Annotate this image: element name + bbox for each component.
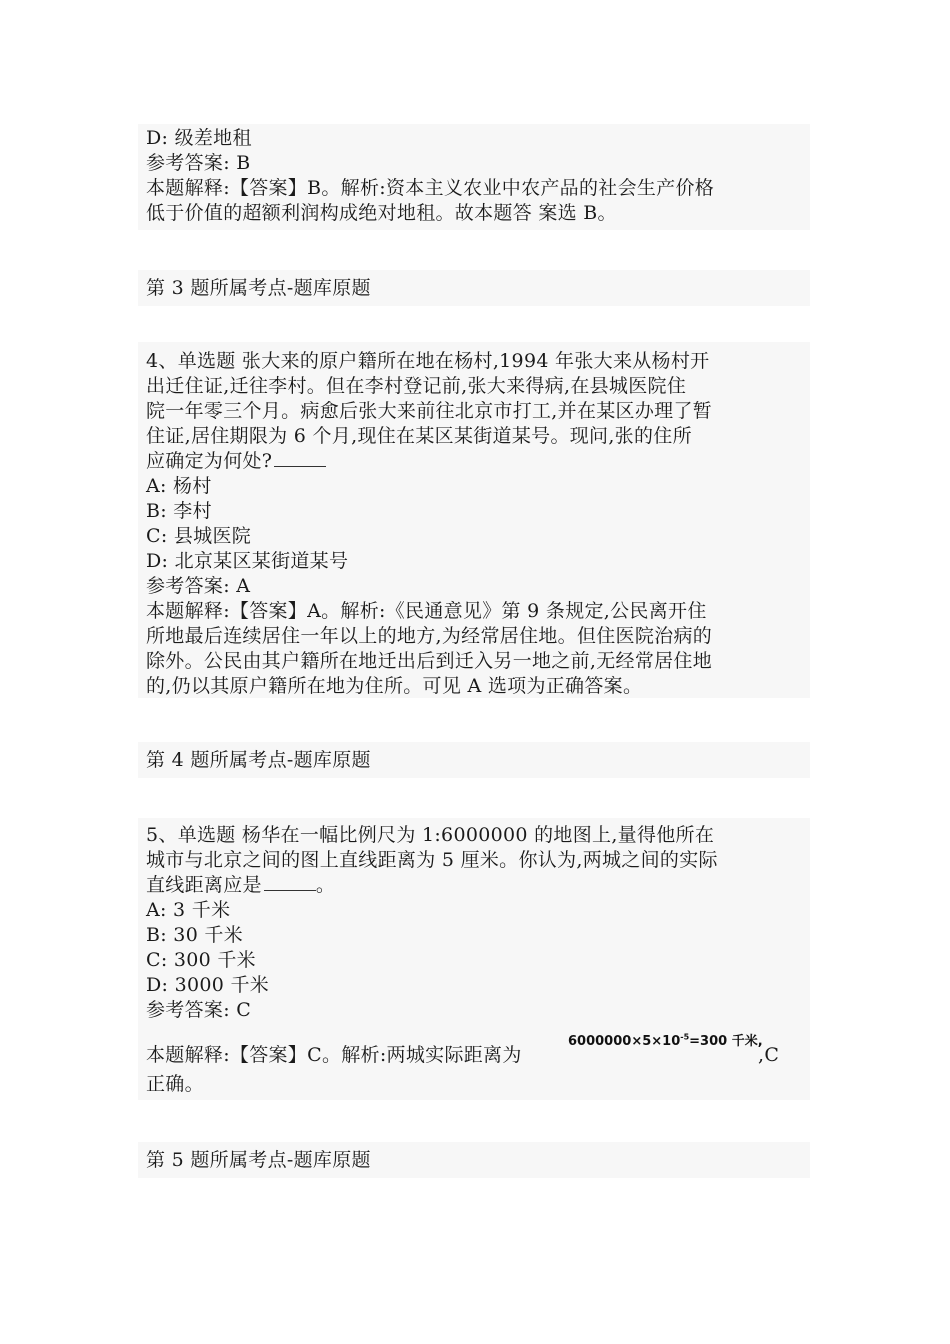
formula-base: 6000000×5×10 [568, 1034, 681, 1049]
formula-result: =300 千米, [689, 1034, 763, 1049]
q5-stem-line-3 [146, 873, 335, 898]
q5-stem-text: 直线距离应是 [146, 874, 262, 896]
q4-option-a: A: 杨村 [146, 475, 212, 497]
q5-footer: 第 5 题所属考点-题库原题 [146, 1149, 371, 1171]
formula-exponent: -5 [680, 1032, 690, 1042]
q5-stem-end: 。 [315, 874, 336, 896]
q5-option-a: A: 3 千米 [146, 899, 231, 921]
q4-stem-line-3: 院一年零三个月。病愈后张大来前往北京市打工,并在某区办理了暂 [146, 400, 713, 422]
q4-option-c: C: 县城医院 [146, 525, 252, 547]
q4-option-d: D: 北京某区某街道某号 [146, 550, 349, 572]
q4-explanation-line-1: 本题解释:【答案】A。解析:《民通意见》第 9 条规定,公民离开住 [146, 600, 707, 622]
q4-answer-blank [274, 450, 326, 467]
q4-stem-line-4: 住证,居住期限为 6 个月,现住在某区某街道某号。现问,张的住所 [146, 425, 692, 447]
q3-explanation-line-2: 低于价值的超额利润构成绝对地租。故本题答 案选 B。 [146, 202, 617, 224]
q5-answer-blank [264, 874, 316, 891]
q5-stem-line-1: 5、单选题 杨华在一幅比例尺为 1:6000000 的地图上,量得他所在 [146, 824, 715, 846]
q3-footer: 第 3 题所属考点-题库原题 [146, 277, 371, 299]
q4-explanation-line-2: 所地最后连续居住一年以上的地方,为经常居住地。但住医院治病的 [146, 625, 713, 647]
q5-explanation-line-1-end: ,C [758, 1044, 780, 1066]
q5-explanation-line-2: 正确。 [146, 1073, 204, 1095]
q5-answer: 参考答案: C [146, 999, 252, 1021]
q5-stem-line-2: 城市与北京之间的图上直线距离为 5 厘米。你认为,两城之间的实际 [146, 849, 718, 871]
q3-answer: 参考答案: B [146, 152, 251, 174]
q5-option-c: C: 300 千米 [146, 949, 256, 971]
q4-explanation-line-4: 的,仍以其原户籍所在地为住所。可见 A 选项为正确答案。 [146, 675, 643, 697]
q4-stem-line-1: 4、单选题 张大来的原户籍所在地在杨村,1994 年张大来从杨村开 [146, 350, 710, 372]
q5-option-b: B: 30 千米 [146, 924, 244, 946]
q4-stem-text: 应确定为何处? [146, 450, 273, 472]
q5-option-d: D: 3000 千米 [146, 974, 270, 996]
q5-formula [568, 1030, 763, 1049]
q4-footer: 第 4 题所属考点-题库原题 [146, 749, 371, 771]
q3-explanation-line-1: 本题解释:【答案】B。解析:资本主义农业中农产品的社会生产价格 [146, 177, 715, 199]
q5-explanation-line-1: 本题解释:【答案】C。解析:两城实际距离为 [146, 1044, 522, 1066]
q4-option-b: B: 李村 [146, 500, 212, 522]
q4-stem-line-5 [146, 449, 326, 474]
q4-answer: 参考答案: A [146, 575, 251, 597]
q4-stem-line-2: 出迁住证,迁往李村。但在李村登记前,张大来得病,在县城医院住 [146, 375, 687, 397]
q3-option-d: D: 级差地租 [146, 127, 252, 149]
q4-explanation-line-3: 除外。公民由其户籍所在地迁出后到迁入另一地之前,无经常居住地 [146, 650, 713, 672]
